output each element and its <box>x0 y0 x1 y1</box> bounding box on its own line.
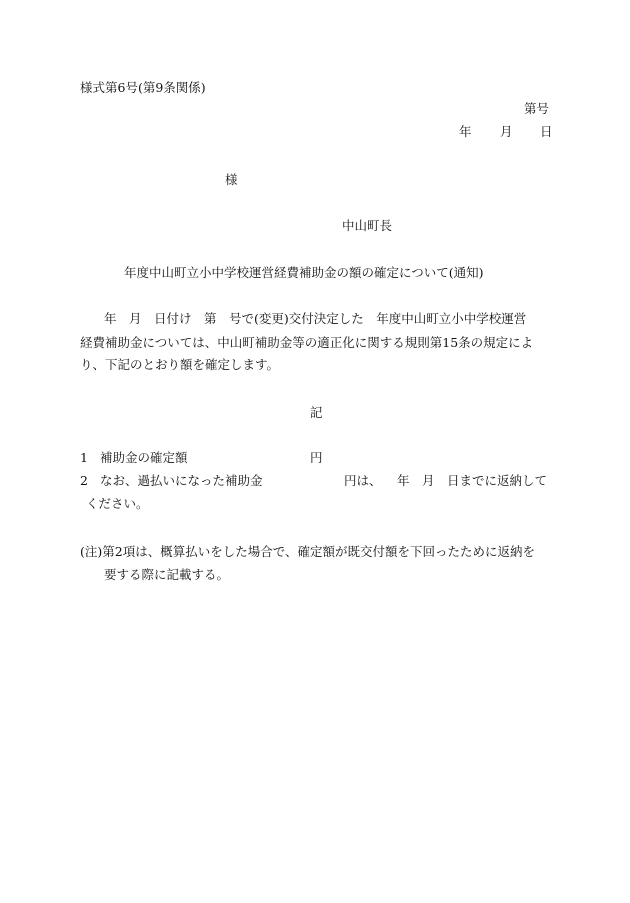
date-day: 日 <box>540 124 553 139</box>
item-2-date-text: 年 月 日までに返納して <box>397 473 548 488</box>
item-2-label: なお、過払いになった補助金 <box>100 473 263 488</box>
sender-name: 中山町長 <box>342 218 393 233</box>
form-label: 様式第6号(第9条関係) <box>80 80 206 95</box>
item-2-continuation: ください。 <box>86 496 149 511</box>
item-2-number: 2 <box>80 473 88 488</box>
document-number: 第号 <box>524 101 550 116</box>
body-line-2: 経費補助金については、中山町補助金等の適正化に関する規則第15条の規定によ <box>80 335 534 350</box>
body-line-3: り、下記のとおり額を確定します。 <box>80 357 280 372</box>
note-line-1: (注)第2項は、概算払いをした場合で、確定額が既交付額を下回ったために返納を <box>80 544 535 559</box>
addressee-suffix: 様 <box>225 172 238 187</box>
note-line-2: 要する際に記載する。 <box>104 567 230 582</box>
document-title: 年度中山町立小中学校運営経費補助金の額の確定について(通知) <box>124 265 484 280</box>
date-year: 年 <box>459 124 472 139</box>
item-1-label: 補助金の確定額 <box>100 450 188 465</box>
date-month: 月 <box>500 124 513 139</box>
item-1-unit: 円 <box>310 450 323 465</box>
ki-heading: 記 <box>310 405 323 420</box>
item-2-unit-text: 円は、 <box>344 473 382 488</box>
item-1-number: 1 <box>80 450 88 465</box>
body-line-1: 年 月 日付け 第 号で(変更)交付決定した 年度中山町立小中学校運営 <box>104 311 527 326</box>
